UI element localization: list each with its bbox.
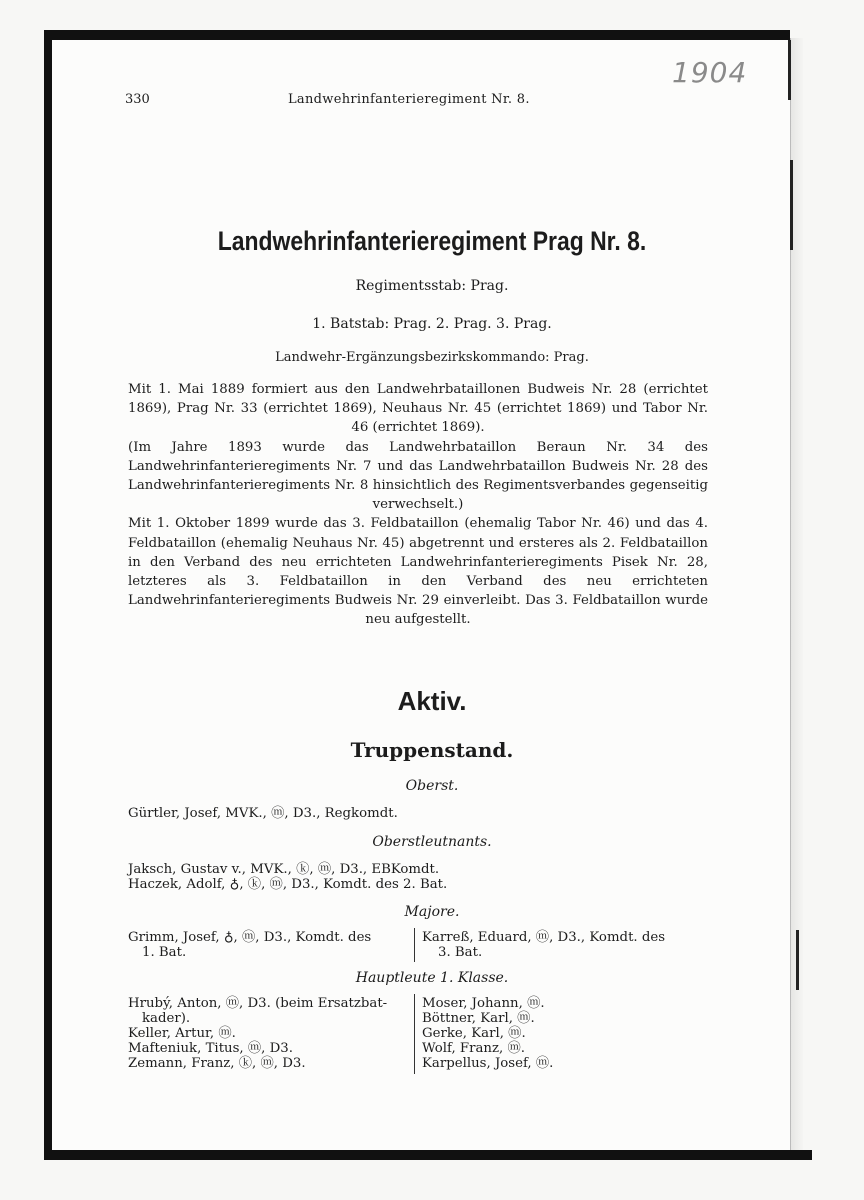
- scan-border-top: [44, 30, 790, 40]
- truppenstand-heading: Truppenstand.: [350, 738, 514, 762]
- officer-entry: Grimm, Josef, ♁, ⓜ, D3., Komdt. des: [128, 930, 372, 945]
- handwritten-year-note: 1904: [672, 56, 748, 89]
- officer-entry: Keller, Artur, ⓜ.: [128, 1026, 236, 1041]
- rank-heading-oberst: Oberst.: [405, 778, 459, 794]
- regiment-history: [128, 380, 708, 630]
- history-paragraph: Mit 1. Mai 1889 formiert aus den Landwehrbataillonen Budweis Nr. 28 (errichtet 1869), Prag Nr. 33 (errichtet 1869), Neuhaus Nr. 45 (errichtet 1869) und Tabor Nr. 46 (errichtet 1869).: [128, 382, 708, 436]
- officer-entry: Moser, Johann, ⓜ.: [422, 996, 545, 1011]
- officer-entry: Böttner, Karl, ⓜ.: [422, 1011, 535, 1026]
- history-paragraph: Mit 1. Oktober 1899 wurde das 3. Feldbataillon (ehemalig Tabor Nr. 46) und das 4. Feldbataillon (ehemalig Neuhaus Nr. 45) abgetrennt und ersteres als 2. Feldbataillon in den Verband des neu errichteten Landwehrinfanterieregiments Pisek Nr. 28, letzteres als 3. Feldbataillon in den Verband des neu errichteten Landwehrinfanterieregiments Budweis Nr. 29 einverleibt. Das 3. Feldbataillon wurde neu aufgestellt.: [128, 516, 708, 628]
- officer-entry: Karreß, Eduard, ⓜ, D3., Komdt. des: [422, 930, 666, 945]
- officer-entry-continuation: 1. Bat.: [142, 945, 187, 960]
- history-paragraph: (Im Jahre 1893 wurde das Landwehrbataillon Beraun Nr. 34 des Landwehrinfanterieregiments Nr. 7 und das Landwehrbataillon Budweis Nr. 28 des Landwehrinfanterieregiments Nr. 8 hinsichtlich des Regimentsverbandes gegenseitig verwechselt.): [128, 439, 708, 513]
- officer-entry: Jaksch, Gustav v., MVK., ⓚ, ⓜ, D3., EBKomdt.: [128, 862, 440, 877]
- scan-border-left: [44, 30, 52, 1160]
- page-title: Landwehrinfanterieregiment Prag Nr. 8.: [217, 226, 647, 256]
- batstab-line: 1. Batstab: Prag. 2. Prag. 3. Prag.: [312, 316, 552, 332]
- edge-mark: [788, 40, 791, 100]
- page-number: 330: [125, 92, 150, 107]
- column-divider: [414, 994, 415, 1074]
- column-divider: [414, 928, 415, 962]
- rank-heading-hauptleute: Hauptleute 1. Klasse.: [355, 970, 509, 986]
- scan-border-bottom: [44, 1150, 812, 1160]
- rank-heading-oberstleutnants: Oberstleutnants.: [372, 834, 492, 850]
- officer-entry: Haczek, Adolf, ♁, ⓚ, ⓜ, D3., Komdt. des 2. Bat.: [128, 877, 448, 892]
- running-head: Landwehrinfanterieregiment Nr. 8.: [288, 92, 530, 107]
- rank-heading-majore: Majore.: [404, 904, 460, 920]
- ergaenzung-line: Landwehr-Ergänzungsbezirkskommando: Prag.: [275, 350, 589, 365]
- officer-entry: Zemann, Franz, ⓚ, ⓜ, D3.: [128, 1056, 306, 1071]
- officer-entry: Karpellus, Josef, ⓜ.: [422, 1056, 554, 1071]
- regimentsstab-line: Regimentsstab: Prag.: [355, 278, 509, 294]
- officer-entry-continuation: 3. Bat.: [438, 945, 483, 960]
- officer-entry: Gürtler, Josef, MVK., ⓜ, D3., Regkomdt.: [128, 806, 398, 821]
- officer-entry: Mafteniuk, Titus, ⓜ, D3.: [128, 1041, 293, 1056]
- officer-entry: Hrubý, Anton, ⓜ, D3. (beim Ersatzbat-: [128, 996, 388, 1011]
- officer-entry-continuation: kader).: [142, 1011, 191, 1026]
- officer-entry: Wolf, Franz, ⓜ.: [422, 1041, 525, 1056]
- aktiv-heading: Aktiv.: [397, 686, 467, 716]
- officer-entry: Gerke, Karl, ⓜ.: [422, 1026, 526, 1041]
